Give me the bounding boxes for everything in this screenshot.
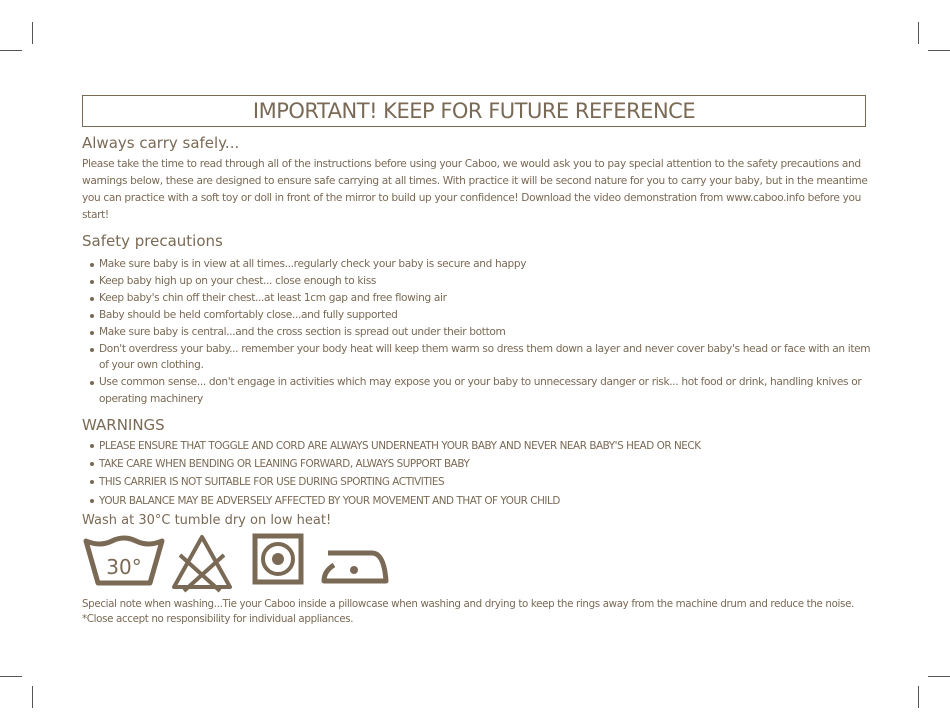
list-item: Keep baby's chin off their chest...at least 1cm gap and free flowing air bbox=[82, 290, 872, 307]
crop-mark-top-right bbox=[918, 22, 919, 44]
list-item: TAKE CARE WHEN BENDING OR LEANING FORWARD, ALWAYS SUPPORT BABY bbox=[82, 455, 872, 473]
crop-mark-top-left-h bbox=[0, 50, 22, 51]
wash-temp-label: 30° bbox=[106, 555, 142, 579]
crop-mark-bottom-right bbox=[918, 686, 919, 708]
list-item: Don't overdress your baby... remember your body heat will keep them warm so dress them down a layer and never cover baby's head or face with an item of your own clothing. bbox=[82, 341, 872, 375]
wash-footnote bbox=[82, 597, 872, 627]
crop-mark-top-left bbox=[32, 22, 33, 44]
carry-paragraph: Please take the time to read through all of the instructions before using your Caboo, we would ask you to pay special attention to the safety precautions and warnings below, these are designed to ensure safe carrying at all times. With practice it will be second nature for you to carry your baby, but in the meantime you can practice with a soft toy or doll in front of the mirror to build up your confidence! Download the video demonstration from www.caboo.info before you start! bbox=[82, 158, 868, 222]
iron-low-icon bbox=[320, 533, 392, 589]
list-item: Make sure baby is in view at all times...regularly check your baby is secure and happy bbox=[82, 256, 872, 273]
page-title: IMPORTANT! KEEP FOR FUTURE REFERENCE bbox=[82, 95, 866, 127]
crop-mark-bottom-left bbox=[32, 686, 33, 708]
warnings-heading: WARNINGS bbox=[82, 416, 165, 434]
crop-mark-top-right-h bbox=[928, 50, 950, 51]
crop-mark-bottom-right-h bbox=[928, 676, 950, 677]
crop-mark-bottom-left-h bbox=[0, 676, 22, 677]
wash-note-line-1: Special note when washing...Tie your Caboo inside a pillowcase when washing and drying to keep the rings away from the machine drum and reduce the noise. bbox=[82, 598, 854, 610]
wash-note-line-2: *Close accept no responsibility for individual appliances. bbox=[82, 613, 354, 625]
list-item: Make sure baby is central...and the cross section is spread out under their bottom bbox=[82, 324, 872, 341]
list-item: Use common sense... don't engage in activities which may expose you or your baby to unnecessary danger or risk... hot food or drink, handling knives or operating machinery bbox=[82, 374, 872, 408]
list-item: Keep baby high up on your chest... close enough to kiss bbox=[82, 273, 872, 290]
precautions-list bbox=[82, 256, 872, 408]
list-item: YOUR BALANCE MAY BE ADVERSELY AFFECTED BY YOUR MOVEMENT AND THAT OF YOUR CHILD bbox=[82, 492, 872, 510]
warnings-list bbox=[82, 437, 872, 510]
list-item: Baby should be held comfortably close...and fully supported bbox=[82, 307, 872, 324]
wash-30-icon bbox=[82, 533, 166, 589]
wash-heading: Wash at 30°C tumble dry on low heat! bbox=[82, 513, 332, 528]
do-not-bleach-icon bbox=[170, 533, 234, 593]
list-item: THIS CARRIER IS NOT SUITABLE FOR USE DURING SPORTING ACTIVITIES bbox=[82, 473, 872, 491]
list-item: PLEASE ENSURE THAT TOGGLE AND CORD ARE ALWAYS UNDERNEATH YOUR BABY AND NEVER NEAR BABY'S HEAD OR NECK bbox=[82, 437, 872, 455]
carry-heading: Always carry safely... bbox=[82, 134, 240, 152]
precautions-heading: Safety precautions bbox=[82, 232, 223, 250]
tumble-dry-low-icon bbox=[252, 533, 306, 587]
